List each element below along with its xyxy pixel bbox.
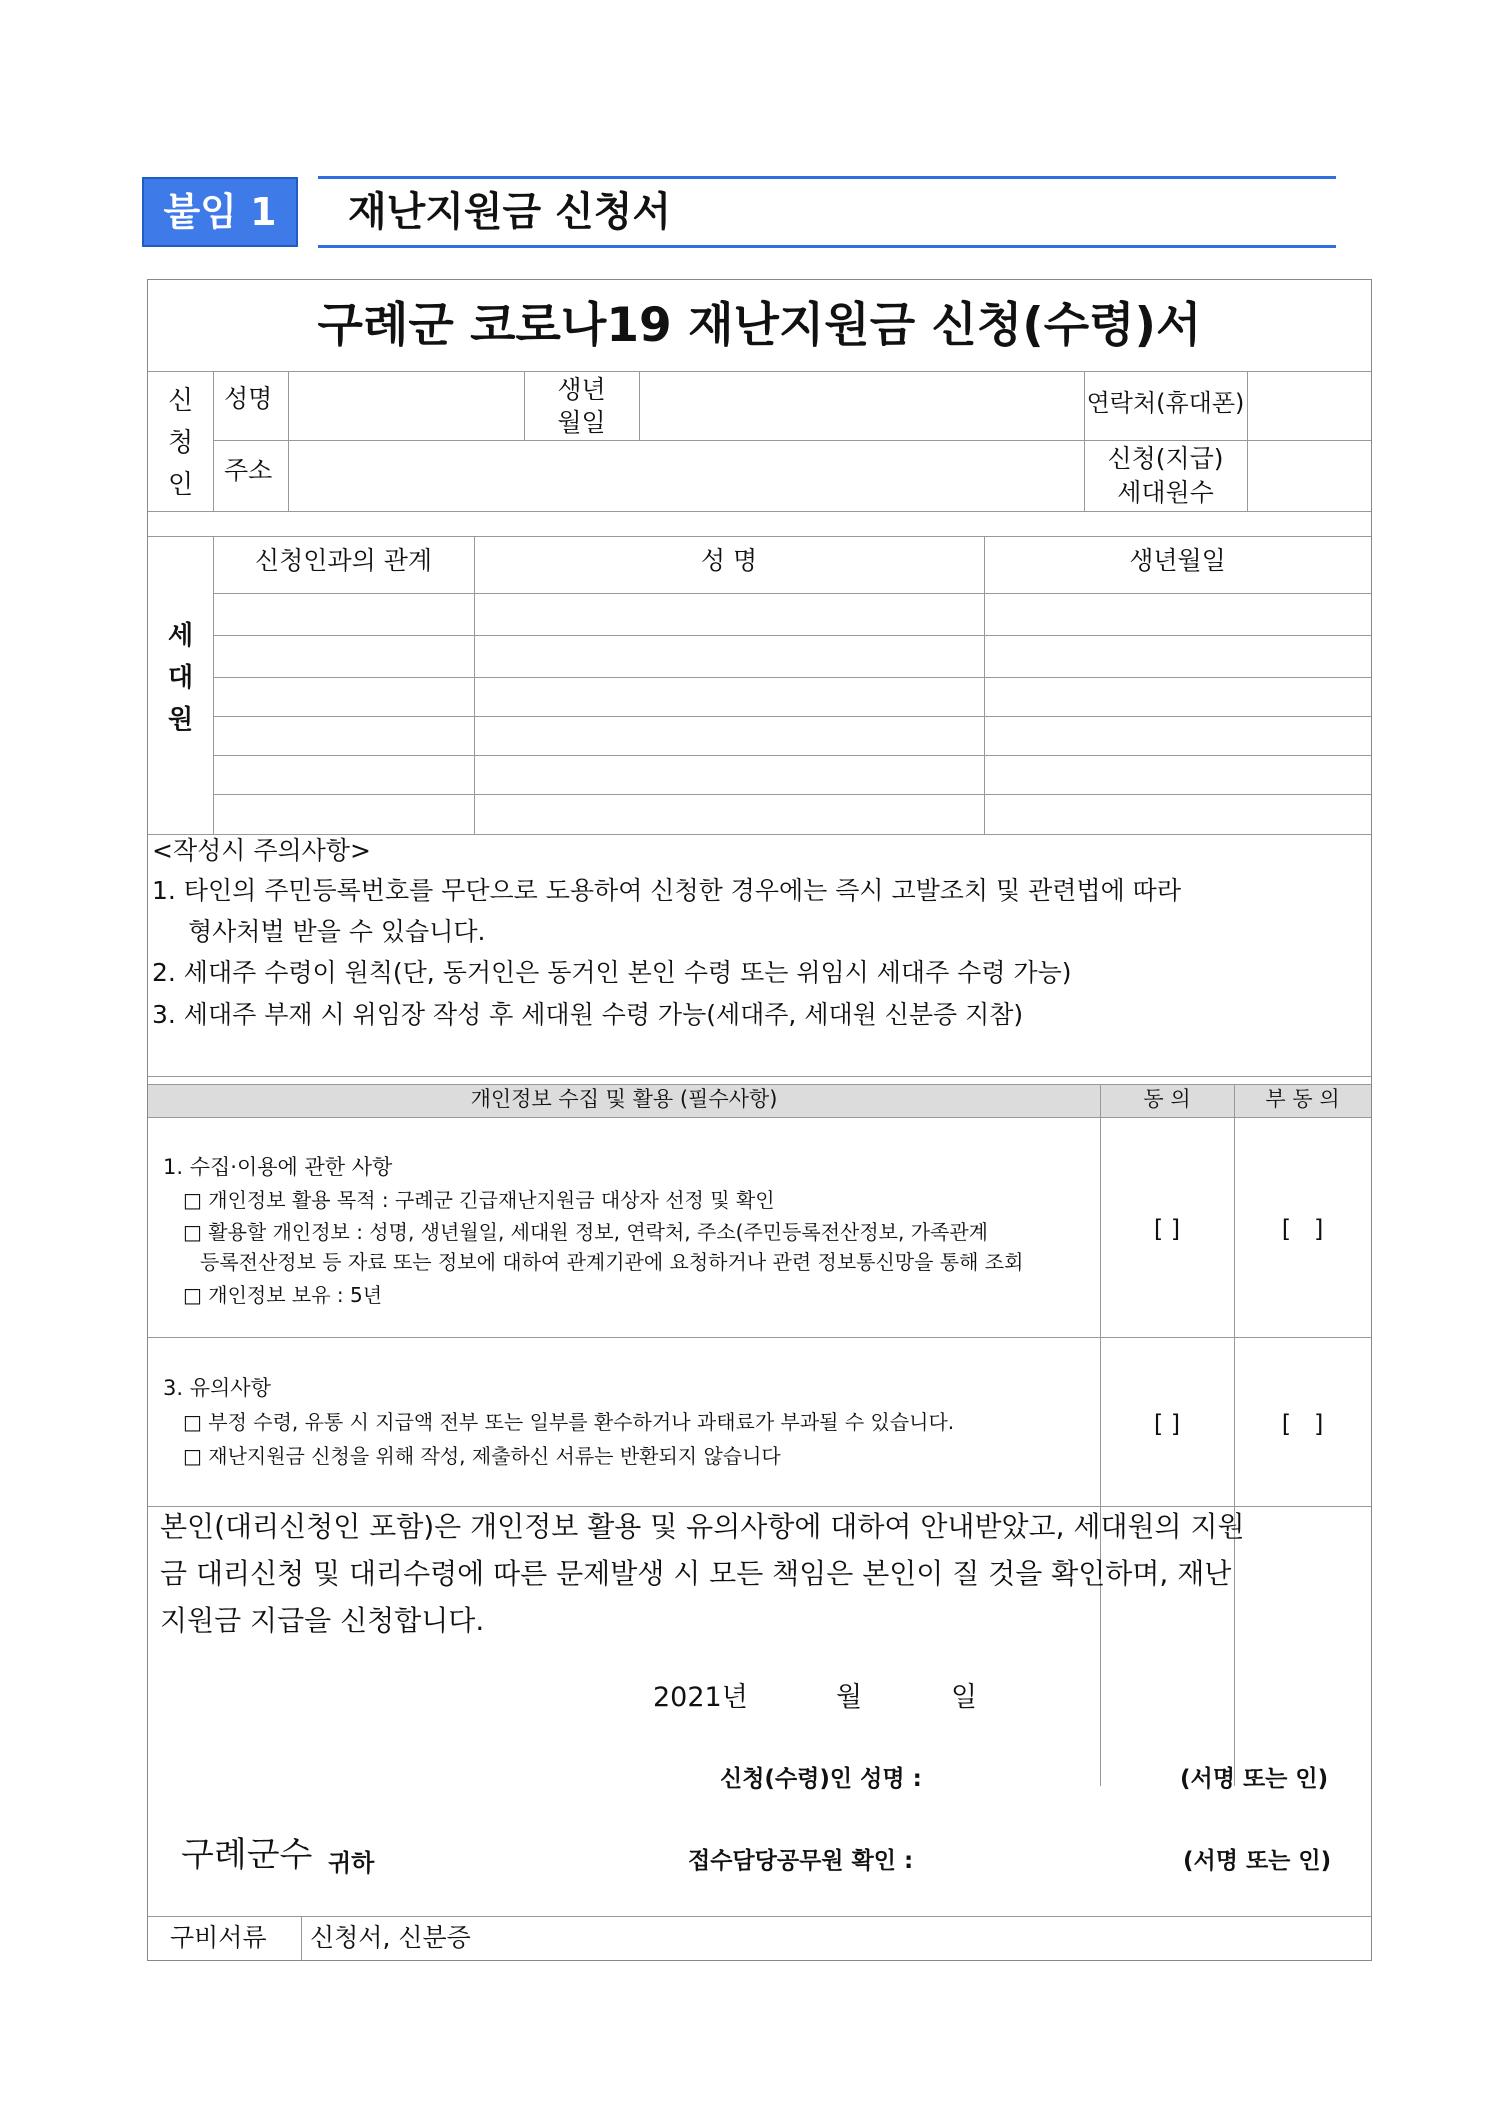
docs-label: 구비서류 [170,1923,267,1952]
collection-line: □ 활용할 개인정보 : 성명, 생년월일, 세대원 정보, 연락처, 주소(주민등록전산정보, 가족관계 [183,1220,988,1244]
notes-item: 형사처벌 받을 수 있습니다. [188,917,486,946]
header-rule-bottom [318,245,1336,248]
household-row[interactable] [214,636,1371,676]
col-name: 성 명 [700,546,758,575]
docs-value: 신청서, 신분증 [310,1923,471,1952]
members-count-field[interactable] [1248,441,1371,510]
form-title: 구례군 코로나19 재난지원금 신청(수령)서 [317,298,1202,353]
collection-line: 등록전산정보 등 자료 또는 정보에 대하여 관계기관에 요청하거나 관련 정보통신망을 통해 조회 [200,1250,1024,1274]
name-label: 성명 [224,384,273,413]
notes-item: 1. 타인의 주민등록번호를 무단으로 도용하여 신청한 경우에는 즉시 고발조치 및 관련법에 따라 [152,876,1181,905]
addressee: 구례군수 [181,1835,313,1875]
household-row[interactable] [214,795,1371,833]
officer-sign-hint[interactable]: (서명 또는 인) [1183,1848,1332,1874]
name-field[interactable] [289,372,524,440]
notes-heading: <작성시 주의사항> [152,836,371,865]
household-row[interactable] [214,717,1371,754]
applicant-sign-hint[interactable]: (서명 또는 인) [1180,1766,1329,1792]
contact-field[interactable] [1248,372,1371,440]
contact-label: 연락처(휴대폰) [1086,389,1245,417]
declaration-line: 본인(대리신청인 포함)은 개인정보 활용 및 유의사항에 대하여 안내받았고, 세대원의 지원 [160,1510,1245,1543]
applicant-section-label: 신 청 인 [167,386,194,500]
page-heading: 재난지원금 신청서 [348,189,672,235]
notes-item: 2. 세대주 수령이 원칙(단, 동거인은 동거인 본인 수령 또는 위임시 세대주 수령 가능) [152,958,1072,987]
declaration-line: 지원금 지급을 신청합니다. [160,1604,485,1637]
birth-label: 생년 월일 [557,375,606,437]
household-row[interactable] [214,756,1371,793]
collection-line: □ 개인정보 활용 목적 : 구례군 긴급재난지원금 대상자 선정 및 확인 [183,1188,775,1212]
birth-field[interactable] [640,372,1084,440]
household-row[interactable] [214,594,1371,634]
date-day: 일 [951,1682,978,1713]
declaration-line: 금 대리신청 및 대리수령에 따른 문제발생 시 모든 책임은 본인이 질 것을 확인하며, 재난 [160,1557,1232,1590]
date-year: 2021년 [653,1682,748,1713]
application-form [147,279,1372,1961]
agree-header: 동 의 [1143,1087,1191,1111]
attachment-badge: 붙임 1 [142,177,298,247]
header-rule-top [318,176,1336,179]
date-month: 월 [836,1682,863,1713]
household-row[interactable] [214,678,1371,715]
members-count-label: 신청(지급) 세대원수 [1107,444,1224,507]
addressee-suffix: 귀하 [328,1849,375,1877]
caution-agree-checkbox[interactable]: [ ] [1153,1410,1181,1438]
address-field[interactable] [289,441,1084,510]
notes-item: 3. 세대주 부재 시 위임장 작성 후 세대원 수령 가능(세대주, 세대원 신분증 지참) [152,1000,1024,1029]
col-birthdate: 생년월일 [1129,546,1226,575]
col-relation: 신청인과의 관계 [255,546,432,575]
collection-line: □ 개인정보 보유 : 5년 [183,1283,383,1307]
address-label: 주소 [224,456,273,485]
applicant-sign-label: 신청(수령)인 성명 : [720,1766,922,1792]
caution-line: □ 부정 수령, 유통 시 지급액 전부 또는 일부를 환수하거나 과태료가 부과될 수 있습니다. [183,1410,955,1434]
collection-disagree-checkbox[interactable]: [ ] [1281,1215,1324,1243]
caution-title: 3. 유의사항 [163,1376,271,1400]
household-section-label: 세 대 원 [167,621,194,735]
officer-label: 접수담당공무원 확인 : [688,1848,914,1874]
caution-line: □ 재난지원금 신청을 위해 작성, 제출하신 서류는 반환되지 않습니다 [183,1444,781,1468]
collection-title: 1. 수집·이용에 관한 사항 [163,1155,393,1179]
privacy-header: 개인정보 수집 및 활용 (필수사항) [470,1087,778,1111]
collection-agree-checkbox[interactable]: [ ] [1153,1215,1181,1243]
caution-disagree-checkbox[interactable]: [ ] [1281,1410,1324,1438]
disagree-header: 부 동 의 [1265,1087,1340,1111]
